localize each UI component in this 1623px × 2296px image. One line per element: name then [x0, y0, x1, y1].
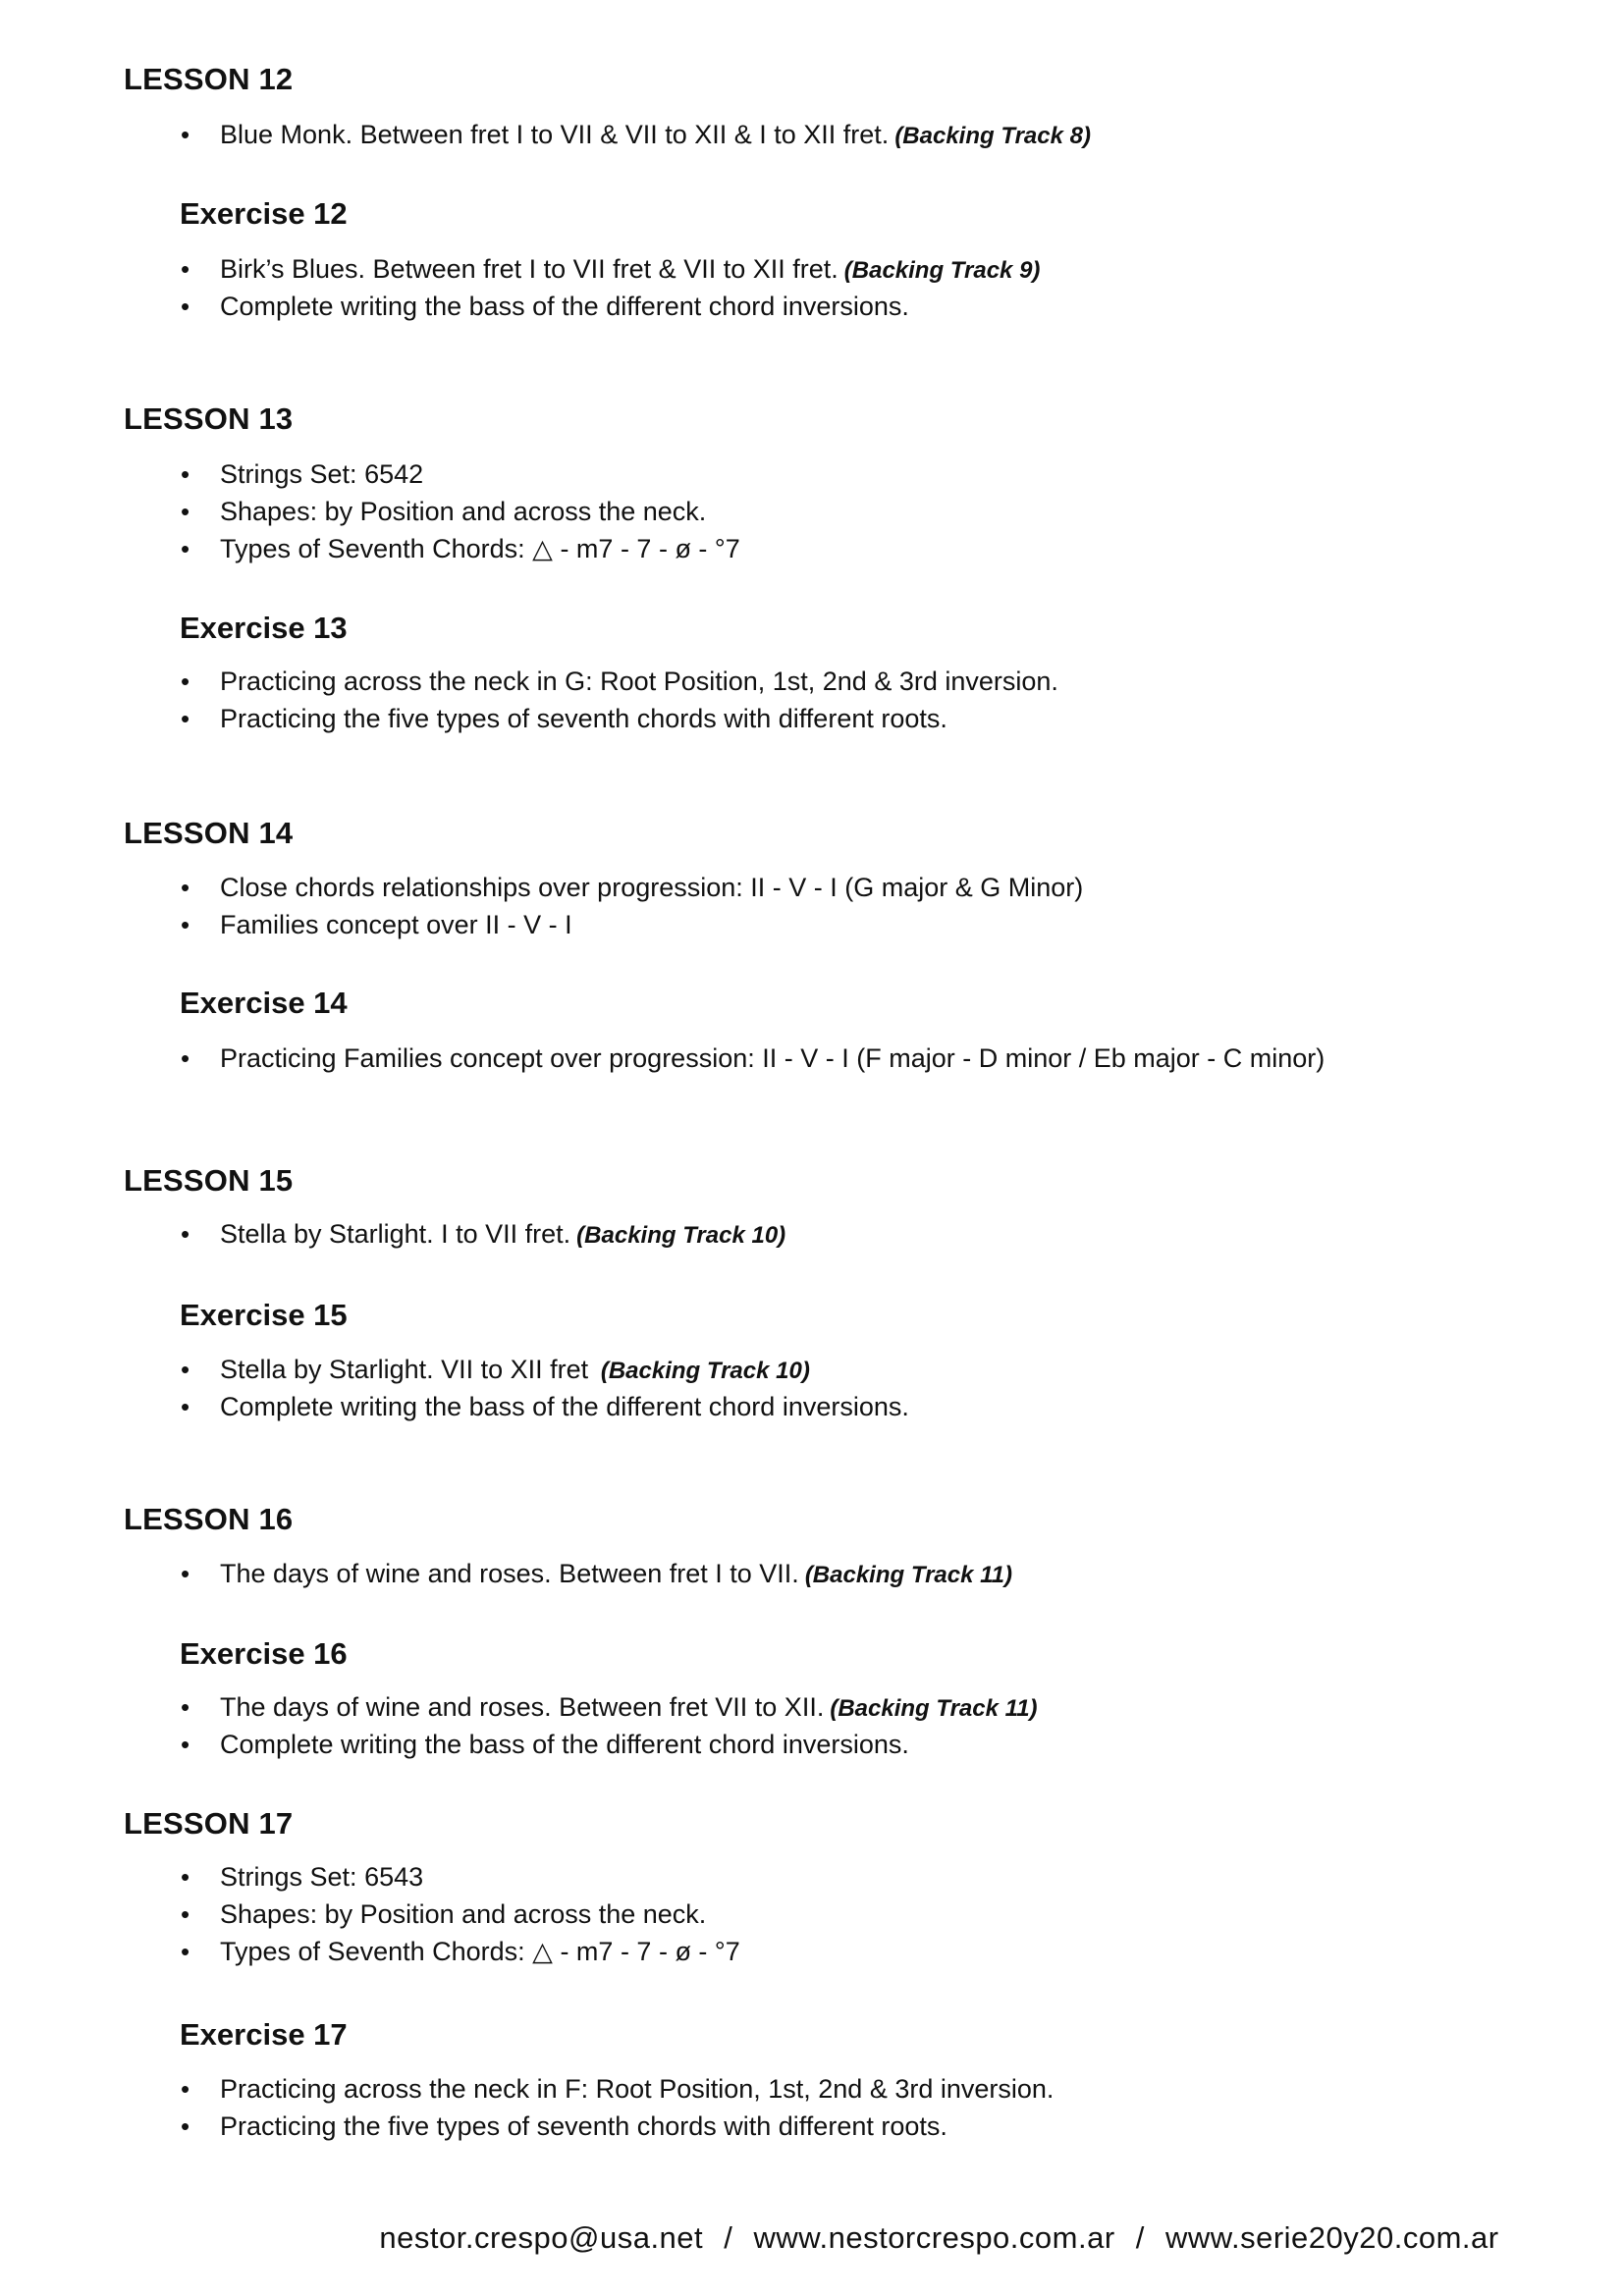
- list-item: • Practicing the five types of seventh chords with different roots.: [0, 700, 1571, 737]
- list-item: • The days of wine and roses. Between fret VII to XII. (Backing Track 11): [0, 1688, 1571, 1726]
- footer-website-link[interactable]: www.serie20y20.com.ar: [1165, 2220, 1499, 2255]
- exercise-15-list: [0, 1351, 1571, 1425]
- page-footer: [0, 2220, 1623, 2256]
- lesson-13-heading: LESSON 13: [124, 401, 294, 436]
- list-item: • Close chords relationships over progression: II - V - I (G major & G Minor): [0, 869, 1571, 906]
- lesson-12-list: [0, 116, 1571, 153]
- lesson-12-heading: LESSON 12: [124, 62, 294, 96]
- exercise-16-heading: Exercise 16: [180, 1636, 348, 1671]
- list-item: • Strings Set: 6542: [0, 455, 1571, 493]
- footer-website-link[interactable]: www.nestorcrespo.com.ar: [753, 2220, 1115, 2255]
- list-item: • Shapes: by Position and across the neck.: [0, 1896, 1571, 1933]
- exercise-16-list: [0, 1688, 1571, 1763]
- list-item: • Types of Seventh Chords: △ - m7 - 7 - ø - °7: [0, 530, 1571, 567]
- list-item: • Shapes: by Position and across the neck.: [0, 493, 1571, 530]
- list-item: • Complete writing the bass of the different chord inversions.: [0, 1388, 1571, 1425]
- lesson-14-list: [0, 869, 1571, 943]
- lesson-17-list: [0, 1858, 1571, 1970]
- exercise-15-heading: Exercise 15: [180, 1298, 348, 1332]
- exercise-12-list: [0, 250, 1571, 325]
- list-item: • Practicing across the neck in G: Root Position, 1st, 2nd & 3rd inversion.: [0, 663, 1571, 700]
- list-item: • Stella by Starlight. I to VII fret. (Backing Track 10): [0, 1215, 1571, 1253]
- list-item: • Strings Set: 6543: [0, 1858, 1571, 1896]
- lesson-14-heading: LESSON 14: [124, 816, 294, 850]
- list-item: • Practicing Families concept over progression: II - V - I (F major - D minor / Eb major - C minor): [0, 1040, 1571, 1077]
- footer-separator: /: [724, 2220, 733, 2255]
- list-item: • The days of wine and roses. Between fret I to VII. (Backing Track 11): [0, 1555, 1571, 1592]
- exercise-17-heading: Exercise 17: [180, 2017, 348, 2052]
- footer-email[interactable]: nestor.crespo@usa.net: [379, 2220, 704, 2255]
- list-item: • Practicing across the neck in F: Root Position, 1st, 2nd & 3rd inversion.: [0, 2070, 1571, 2108]
- list-item: • Families concept over II - V - I: [0, 906, 1571, 943]
- lesson-17-heading: LESSON 17: [124, 1806, 294, 1841]
- list-item: • Complete writing the bass of the different chord inversions.: [0, 288, 1571, 325]
- exercise-14-heading: Exercise 14: [180, 986, 348, 1020]
- exercise-13-list: [0, 663, 1571, 737]
- exercise-12-heading: Exercise 12: [180, 196, 348, 231]
- lesson-16-heading: LESSON 16: [124, 1502, 294, 1536]
- lesson-15-heading: LESSON 15: [124, 1163, 294, 1198]
- list-item: • Blue Monk. Between fret I to VII & VII to XII & I to XII fret. (Backing Track 8): [0, 116, 1571, 153]
- lesson-13-list: [0, 455, 1571, 567]
- list-item: • Birk’s Blues. Between fret I to VII fret & VII to XII fret. (Backing Track 9): [0, 250, 1571, 288]
- list-item: • Practicing the five types of seventh chords with different roots.: [0, 2108, 1571, 2145]
- exercise-14-list: [0, 1040, 1571, 1077]
- exercise-17-list: [0, 2070, 1571, 2145]
- lesson-16-list: [0, 1555, 1571, 1592]
- footer-separator: /: [1135, 2220, 1145, 2255]
- lesson-15-list: [0, 1215, 1571, 1253]
- list-item: • Complete writing the bass of the different chord inversions.: [0, 1726, 1571, 1763]
- exercise-13-heading: Exercise 13: [180, 611, 348, 645]
- list-item: • Types of Seventh Chords: △ - m7 - 7 - ø - °7: [0, 1933, 1571, 1970]
- list-item: • Stella by Starlight. VII to XII fret (Backing Track 10): [0, 1351, 1571, 1388]
